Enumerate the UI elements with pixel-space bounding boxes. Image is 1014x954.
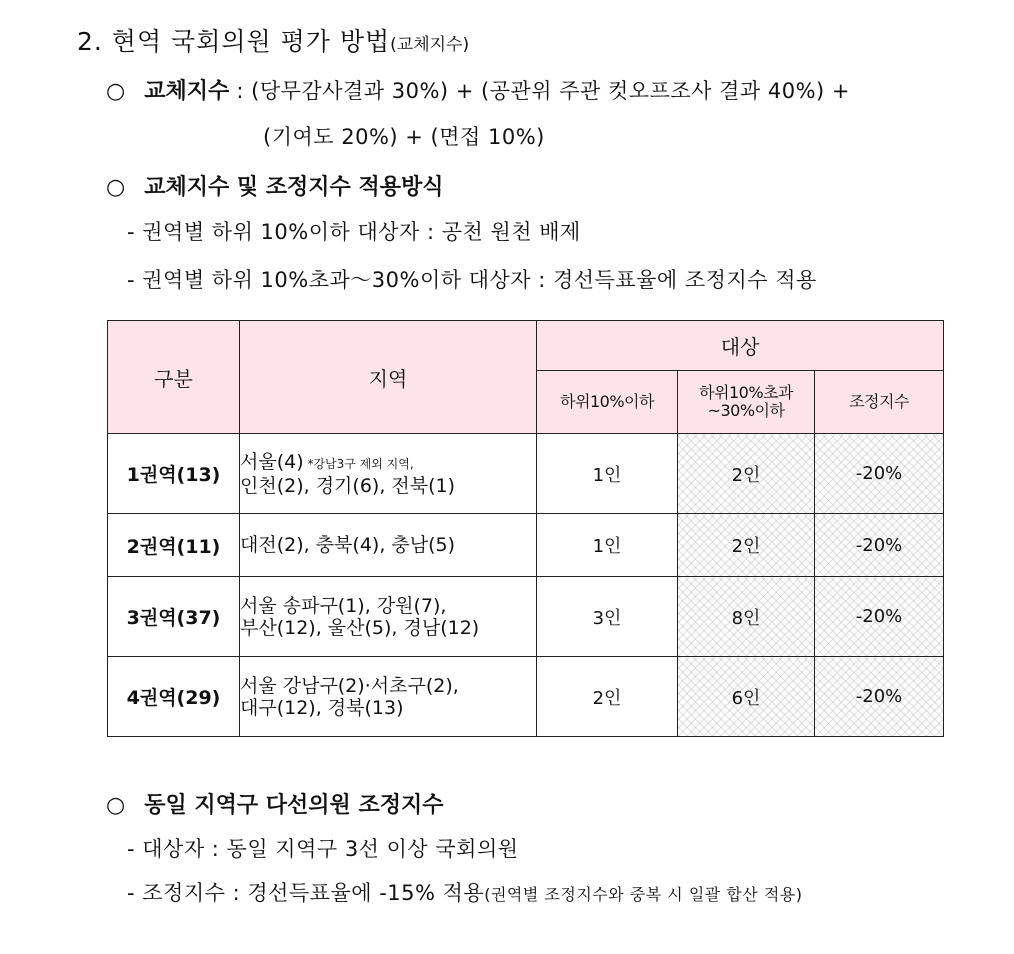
row-low10: 1인	[537, 514, 678, 577]
section1-label: 교체지수	[144, 79, 230, 104]
header-10-30-line2: ~30%이하	[707, 401, 785, 420]
row-10-30: 2인	[678, 434, 815, 514]
section3-item-2-text: - 조정지수 : 경선득표율에 -15% 적용	[127, 881, 485, 905]
row-10-30: 6인	[678, 657, 815, 737]
title-text: 2. 현역 국회의원 평가 방법	[77, 27, 391, 56]
formula-line1: : (당무감사결과 30%) + (공관위 주관 컷오프조사 결과 40%) +	[229, 79, 851, 103]
region-line2: 대구(12), 경북(13)	[240, 696, 404, 719]
row-low10: 3인	[537, 577, 678, 657]
row-region	[240, 577, 537, 657]
region-note: *강남3구 제외 지역,	[303, 456, 414, 471]
header-low10: 하위10%이하	[537, 371, 678, 434]
section3-item-1: - 대상자 : 동일 지역구 3선 이상 국회의원	[127, 837, 519, 861]
row-gu: 1권역(13)	[108, 434, 240, 514]
header-10-30-line1: 하위10%초과	[699, 383, 793, 402]
row-gu: 2권역(11)	[108, 514, 240, 577]
section2-label: 교체지수 및 조정지수 적용방식	[144, 175, 444, 200]
header-region: 지역	[240, 321, 537, 434]
region-line1: 대전(2), 충북(4), 충남(5)	[240, 534, 456, 556]
region-line1: 서울 강남구(2)·서초구(2),	[240, 674, 459, 697]
region-table	[107, 320, 944, 737]
bullet-icon: ○	[106, 793, 126, 818]
region-line2: 인천(2), 경기(6), 전북(1)	[240, 474, 456, 497]
row-low10: 1인	[537, 434, 678, 514]
header-target: 대상	[537, 321, 944, 371]
bullet-icon: ○	[106, 175, 126, 200]
region-line1: 서울 송파구(1), 강원(7),	[240, 594, 447, 617]
row-region	[240, 514, 537, 577]
row-gu: 4권역(29)	[108, 657, 240, 737]
row-adjust: -20%	[815, 514, 944, 577]
table-row	[108, 514, 944, 577]
table-row	[108, 577, 944, 657]
row-10-30: 2인	[678, 514, 815, 577]
header-adjust: 조정지수	[815, 371, 944, 434]
row-adjust: -20%	[815, 657, 944, 737]
row-adjust: -20%	[815, 434, 944, 514]
row-10-30: 8인	[678, 577, 815, 657]
region-line1: 서울(4)	[240, 450, 304, 473]
row-region	[240, 434, 537, 514]
section2-item-2: - 권역별 하위 10%초과～30%이하 대상자 : 경선득표율에 조정지수 적용	[127, 268, 817, 292]
region-line2: 부산(12), 울산(5), 경남(12)	[240, 616, 480, 639]
header-10-30	[678, 371, 815, 434]
row-gu: 3권역(37)	[108, 577, 240, 657]
row-adjust: -20%	[815, 577, 944, 657]
table-row	[108, 657, 944, 737]
header-gubun: 구분	[108, 321, 240, 434]
section2-heading	[106, 170, 443, 201]
title-subtext: (교체지수)	[390, 35, 470, 55]
page-title	[77, 22, 469, 58]
section3-item-2	[127, 877, 802, 907]
table-row	[108, 434, 944, 514]
formula-line2: (기여도 20%) + (면접 10%)	[263, 125, 545, 149]
section1-line1	[106, 74, 850, 105]
row-region	[240, 657, 537, 737]
section2-item-1: - 권역별 하위 10%이하 대상자 : 공천 원천 배제	[127, 220, 581, 244]
section3-heading	[106, 788, 443, 819]
bullet-icon: ○	[106, 79, 126, 104]
row-low10: 2인	[537, 657, 678, 737]
section3-label: 동일 지역구 다선의원 조정지수	[144, 793, 444, 818]
section3-item-2-note: (권역별 조정지수와 중복 시 일괄 합산 적용)	[484, 885, 803, 904]
